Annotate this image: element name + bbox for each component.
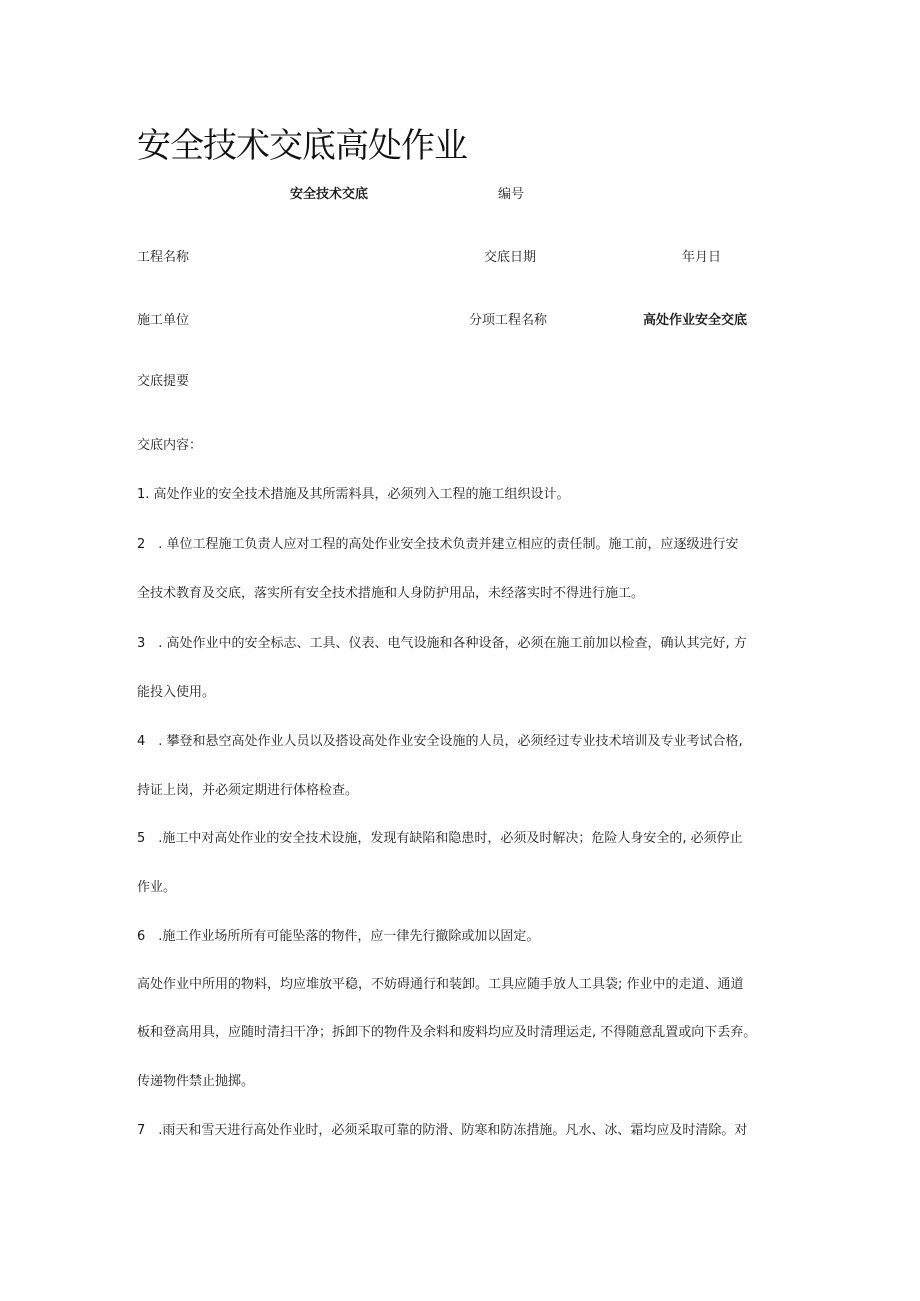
summary-label: 交底提要 <box>137 374 190 389</box>
content-line: 4 . 攀登和悬空高处作业人员以及搭设高处作业安全设施的人员，必须经过专业技术培训及专业考试合格, <box>137 734 743 749</box>
content-line: 传递物件禁止抛掷。 <box>137 1074 255 1089</box>
content-label: 交底内容： <box>137 438 203 453</box>
number-label: 编号 <box>498 187 525 202</box>
content-line: 全技术教育及交底，落实所有安全技术措施和人身防护用品，未经落实时不得进行施工。 <box>137 586 645 601</box>
content-line: 1. 高处作业的安全技术措施及其所需料具，必须列入工程的施工组织设计。 <box>137 487 570 502</box>
content-line: 能投入使用。 <box>137 685 216 700</box>
project-name-label: 工程名称 <box>137 250 190 265</box>
content-line: 板和登高用具，应随时清扫干净；拆卸下的物件及余料和废料均应及时清理运走, 不得随意乱置或向下丢弃。 <box>137 1025 757 1040</box>
content-line: 2 . 单位工程施工负责人应对工程的高处作业安全技术负责并建立相应的责任制。施工前，应逐级进行安 <box>137 537 739 552</box>
form-heading: 安全技术交底 <box>290 187 369 202</box>
content-line: 6 .施工作业场所所有可能坠落的物件，应一律先行撤除或加以固定。 <box>137 929 540 944</box>
content-line: 高处作业中所用的物料，均应堆放平稳，不妨碍通行和装卸。工具应随手放人工具袋; 作业中的走道、通道 <box>137 977 744 992</box>
date-value: 年月日 <box>682 250 722 265</box>
document-title: 安全技术交底高处作业 <box>137 126 467 166</box>
sub-project-value: 高处作业安全交底 <box>643 313 748 328</box>
content-line: 3 . 高处作业中的安全标志、工具、仪表、电气设施和各种设备，必须在施工前加以检查，确认其完好, 方 <box>137 636 747 651</box>
content-line: 5 .施工中对高处作业的安全技术设施，发现有缺陷和隐患时，必须及时解决；危险人身安全的, 必须停止 <box>137 831 743 846</box>
content-line: 7 .雨天和雪天进行高处作业时，必须采取可靠的防滑、防寒和防冻措施。凡水、冰、霜均应及时清除。对 <box>137 1123 748 1138</box>
construction-unit-label: 施工单位 <box>137 313 190 328</box>
sub-project-label: 分项工程名称 <box>469 313 548 328</box>
content-line: 持证上岗，并必须定期进行体格检查。 <box>137 783 359 798</box>
date-label: 交底日期 <box>484 250 537 265</box>
content-line: 作业。 <box>137 880 177 895</box>
